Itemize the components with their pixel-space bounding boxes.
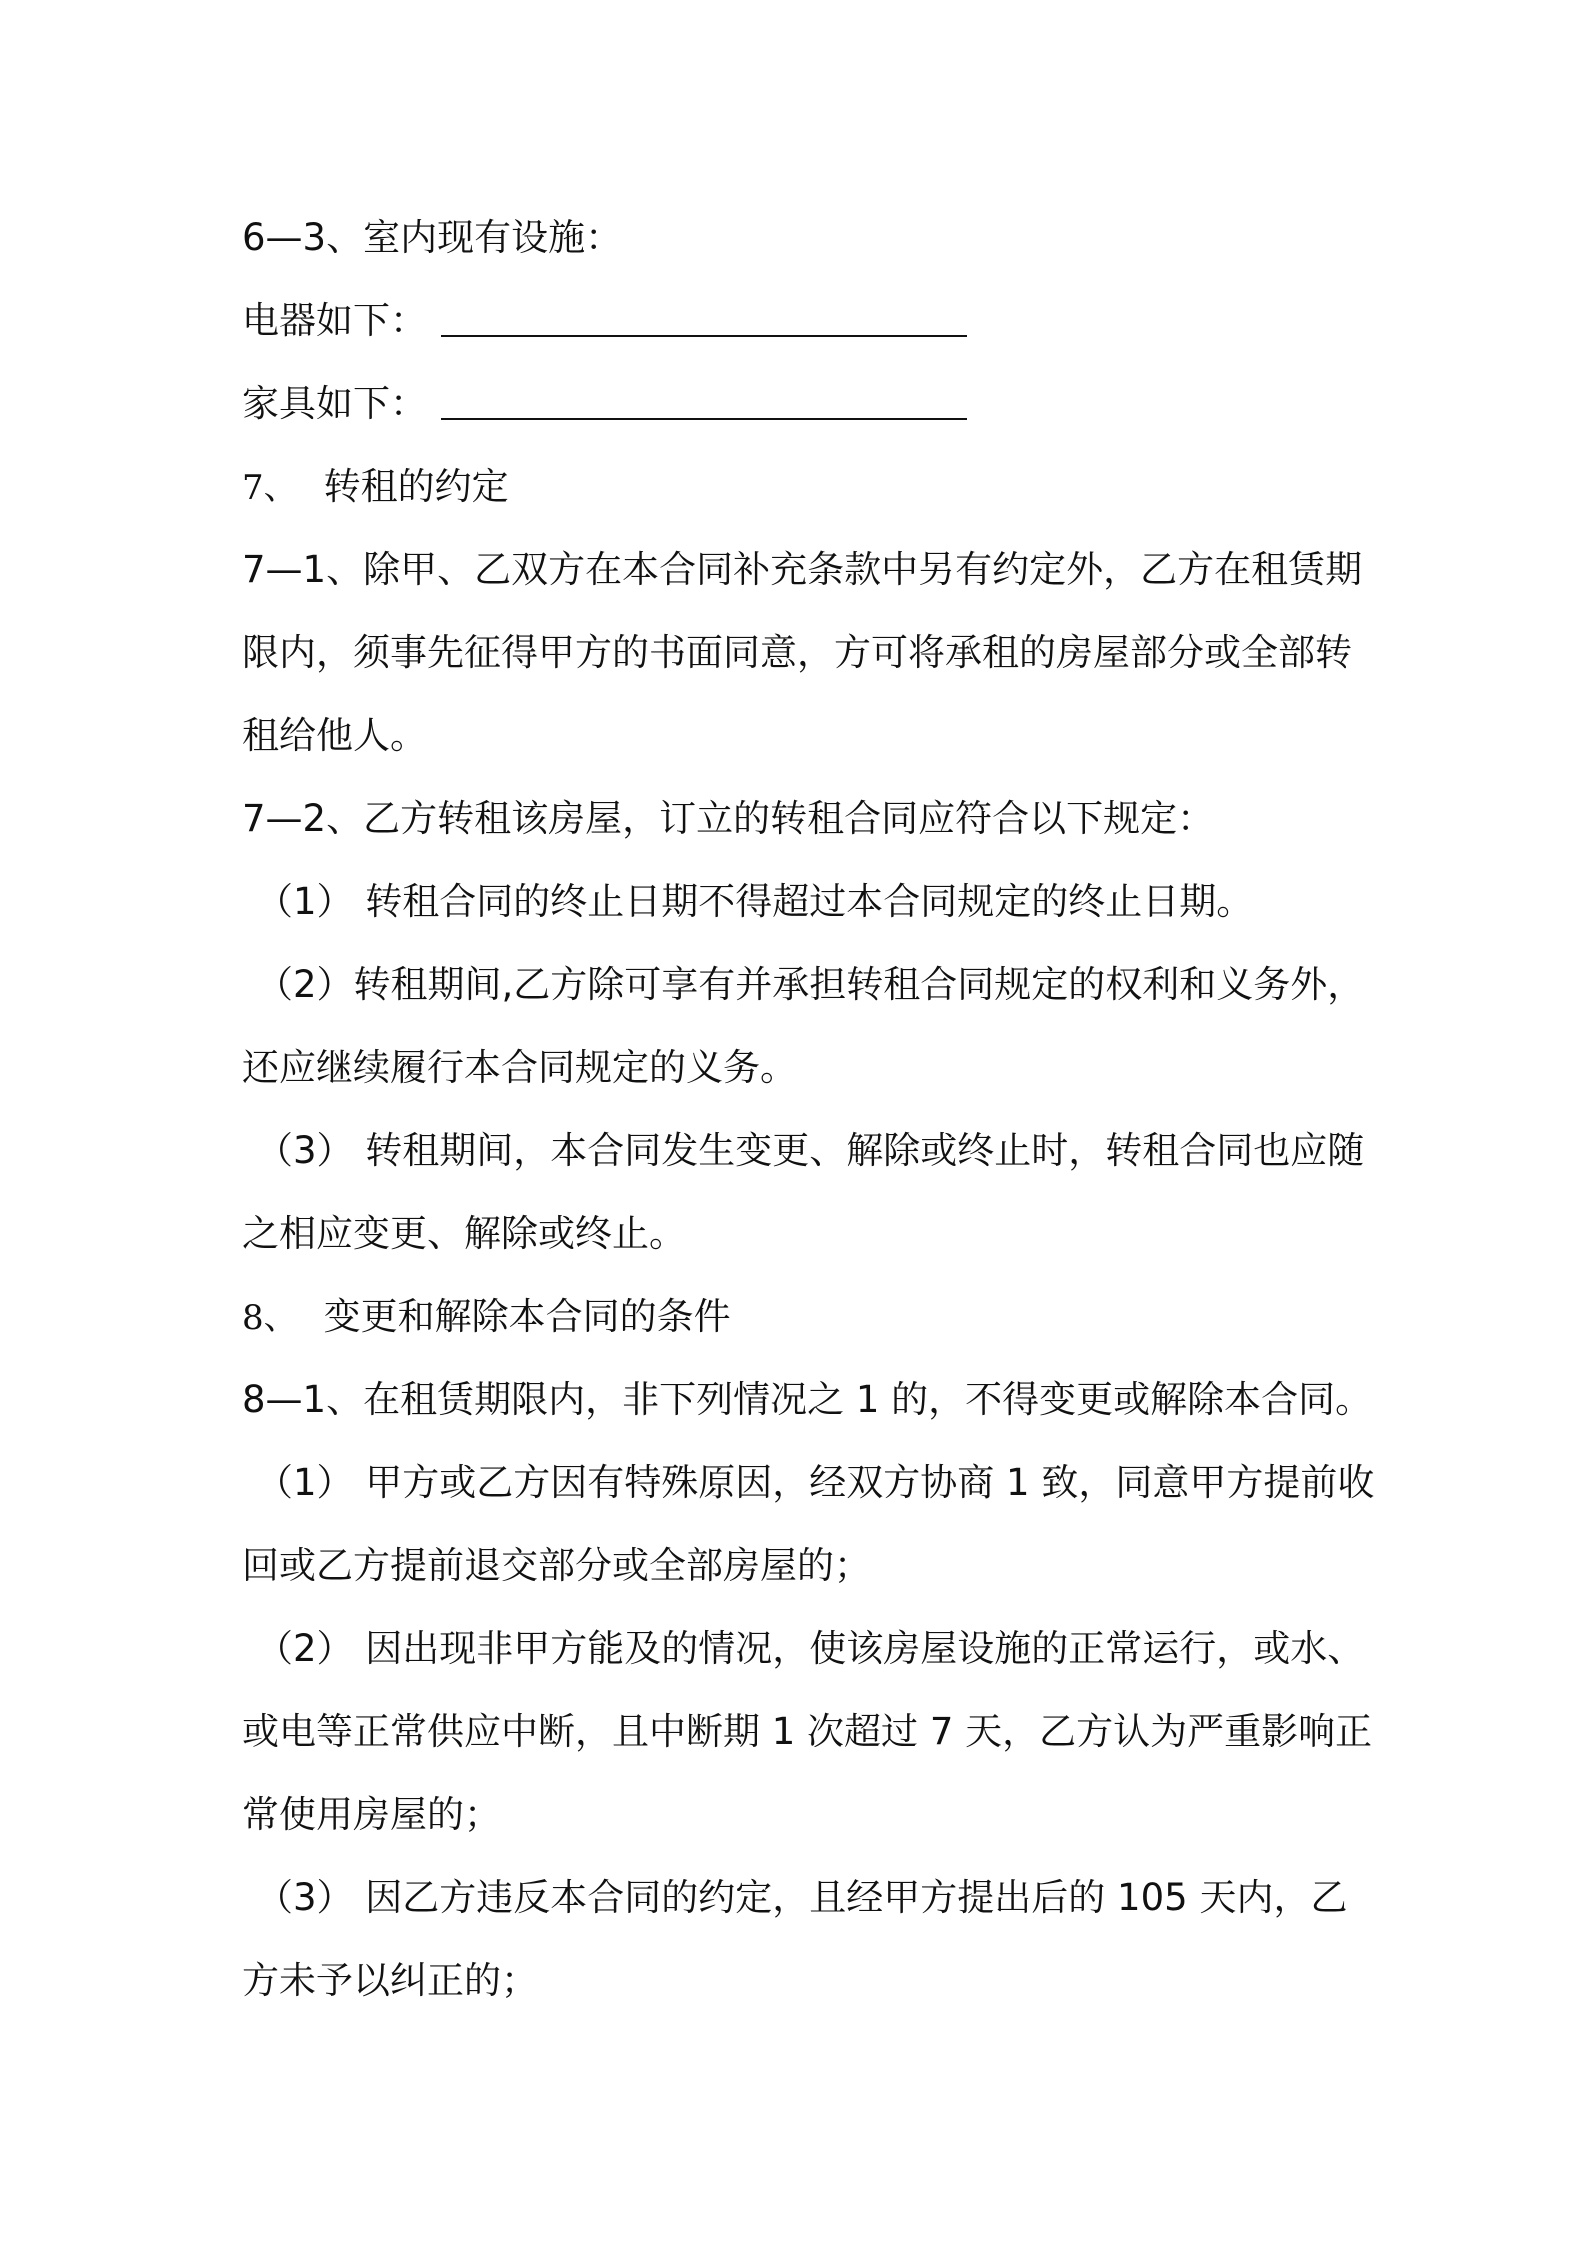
sublet-item-2-line-1: （2）转租期间,乙方除可享有并承担转租合同规定的权利和义务外，	[256, 963, 1365, 1006]
termination-item-2-line-2: 或电等正常供应中断，且中断期 1 次超过 7 天，乙方认为严重影响正	[242, 1710, 1373, 1753]
clause-7-2: 7—2、乙方转租该房屋，订立的转租合同应符合以下规定：	[242, 797, 1215, 840]
contract-body	[242, 196, 1375, 2022]
furniture-label: 家具如下：	[242, 382, 427, 425]
termination-item-3-line-2: 方未予以纠正的；	[242, 1959, 538, 2002]
termination-item-2-line-1: （2） 因出现非甲方能及的情况，使该房屋设施的正常运行，或水、	[256, 1627, 1365, 1670]
appliances-label: 电器如下：	[242, 299, 427, 342]
appliances-row	[242, 279, 1352, 362]
clause-7-1-line-1: 7—1、除甲、乙双方在本合同补充条款中另有约定外，乙方在租赁期	[242, 548, 1363, 591]
furniture-blank-line	[441, 418, 967, 420]
section-7-number: 7、	[242, 468, 298, 508]
clause-7-1-line-3: 租给他人。	[242, 714, 427, 757]
sublet-item-3-line-1: （3） 转租期间，本合同发生变更、解除或终止时，转租合同也应随	[256, 1129, 1365, 1172]
sublet-item-1: （1） 转租合同的终止日期不得超过本合同规定的终止日期。	[256, 880, 1254, 923]
termination-item-2-line-3: 常使用房屋的；	[242, 1793, 501, 1836]
appliances-blank-line	[441, 335, 967, 337]
clause-6-3: 6—3、室内现有设施：	[242, 216, 623, 259]
sublet-item-3-line-2: 之相应变更、解除或终止。	[242, 1212, 686, 1255]
section-7-title: 转租的约定	[323, 465, 509, 508]
termination-item-1-line-2: 回或乙方提前退交部分或全部房屋的；	[242, 1544, 871, 1587]
section-8-number: 8、	[242, 1298, 298, 1338]
furniture-row	[242, 362, 1352, 445]
clause-7-1-line-2: 限内，须事先征得甲方的书面同意，方可将承租的房屋部分或全部转	[242, 631, 1352, 674]
termination-item-1-line-1: （1） 甲方或乙方因有特殊原因，经双方协商 1 致，同意甲方提前收	[256, 1461, 1375, 1504]
clause-8-1: 8—1、在租赁期限内，非下列情况之 1 的，不得变更或解除本合同。	[242, 1378, 1373, 1421]
sublet-item-2-line-2: 还应继续履行本合同规定的义务。	[242, 1046, 797, 1089]
section-7-heading	[242, 445, 1352, 528]
section-8-title: 变更和解除本合同的条件	[323, 1295, 731, 1338]
termination-item-3-line-1: （3） 因乙方违反本合同的约定，且经甲方提出后的 105 天内，乙	[256, 1876, 1348, 1919]
section-8-heading	[242, 1275, 1352, 1358]
